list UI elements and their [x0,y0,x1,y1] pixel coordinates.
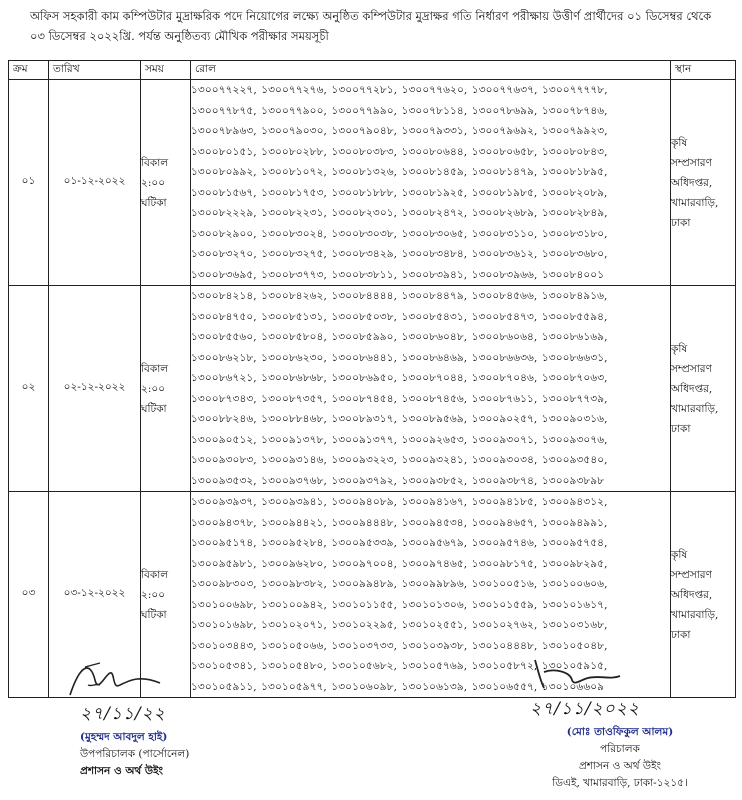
col-header-date: তারিখ [49,61,141,80]
official-stamp [60,729,260,780]
handwritten-signature [510,650,630,700]
venue-line: খামারবাড়ি, [671,402,719,415]
venue-line: অধিদপ্তর, [671,176,713,189]
serial-cell: ০২ [9,286,49,492]
handwritten-signature [60,655,180,705]
officer-name: (মোঃ তাওফিকুল আলম) [566,726,674,738]
venue-cell [671,80,736,286]
roll-cell [191,286,671,492]
officer-office: প্রশাসন ও অর্থ উইং [80,765,164,777]
venue-line: অধিদপ্তর, [671,588,713,601]
venue-line: কৃষি [671,136,688,149]
signature-date: ২৭/১১/২০২২ [530,699,640,719]
time-line: ঘটিকা [141,402,167,415]
signature-block-right [510,650,730,792]
venue-cell [671,286,736,492]
table-header-row [9,61,736,80]
venue-line: ঢাকা [671,216,691,229]
venue-line: কৃষি [671,548,688,561]
serial-cell: ০১ [9,80,49,286]
table-row [9,80,736,286]
roll-list: ১৩০০৭৭২২৭, ১৩০০৭৭২৭৬, ১৩০০৭৭২৮১, ১৩০০৭৭৬২০, ১৩০০৭৭৬৩৭, ১৩০০৭৭৭৭৮, ১৩০০৭৭৮৭৫, ১৩০০৭৭৯০০, ১৩০০৭৭৯৯০, ১৩০০৭৮১১৪, ১৩০০৭৮৬৯৯, ১৩০০৭৮৭৪৬, ১৩০০৭৮৯৬৩, ১৩০০৭৯০৩০, ১৩০০৭৯০৪৮, ১৩০০৭৯৩৩১, ১৩০০৭৯৬৯২, ১৩০০৭৯৯২৩, ১৩০০৮০১৫১, ১৩০০৮০২৮৮, ১৩০০৮০৩৮৩, ১৩০০৮০৬৪৪, ১৩০০৮০৬৫৮, ১৩০০৮০৮৪৩, ১৩০০৮০৯৯২, ১৩০০৮১০৭২, ১৩০০৮১৩২৬, ১৩০০৮১৪৫৯, ১৩০০৮১৪৭৯, ১৩০০৮১৮৯৫, ১৩০০৮১৫৬৭, ১৩০০৮১৭৫৩, ১৩০০৮১৮৮৮, ১৩০০৮১৯২৫, ১৩০০৮১৯৮৫, ১৩০০৮২০৮৯, ১৩০০৮২২২৯, ১৩০০৮২২৩১, ১৩০০৮২৩০১, ১৩০০৮২৪৭২, ১৩০০৮২৬৮৯, ১৩০০৮২৮৪৯, ১৩০০৮২৯০০, ১৩০০৮৩০২৪, ১৩০০৮৩০৩৮, ১৩০০৮৩০৬৫, ১৩০০৮৩১১০, ১৩০০৮৩১৮০, ১৩০০৮৩২৭০, ১৩০০৮৩২৭৫, ১৩০০৮৩৪২৯, ১৩০০৮৩৪৮৪, ১৩০০৮৩৬১২, ১৩০০৮৩৬৮০, ১৩০০৮৩৬৯৫, ১৩০০৮৩৭৭৩, ১৩০০৮৩৮১১, ১৩০০৮৩৯৪১, ১৩০০৮৩৯৬৬, ১৩০০৮৪০০১ [191,84,608,281]
venue-line: খামারবাড়ি, [671,608,719,621]
officer-name: (মুহম্মদ আবদুল হাই) [80,731,168,743]
col-header-roll: রোল [191,61,671,80]
time-line: ২:০০ [141,176,166,189]
date-cell: ০৩-১২-২০২২ [49,492,141,698]
col-header-time: সময় [141,61,191,80]
time-line: বিকাল [141,362,169,375]
time-line: বিকাল [141,156,169,169]
venue-line: সম্প্রসারণ [671,156,712,169]
venue-line: ঢাকা [671,628,691,641]
venue-line: সম্প্রসারণ [671,362,712,375]
venue-line: খামারবাড়ি, [671,196,719,209]
time-line: ২:০০ [141,588,166,601]
time-line: ২:০০ [141,382,166,395]
roll-list: ১৩০০৯৩৯৩৭, ১৩০০৯৩৯৪১, ১৩০০৯৪০৮৯, ১৩০০৯৪১৬৭, ১৩০০৯৪১৮৫, ১৩০০৯৪৩১২, ১৩০০৯৪৩৭৮, ১৩০০৯৪৪২১, ১৩০০৯৪৪৪৮, ১৩০০৯৪৫৩৪, ১৩০০৯৪৬৫৭, ১৩০০৯৪৯৯১, ১৩০০৯৫১৭৪, ১৩০০৯৫২৮৪, ১৩০০৯৫৩৩৯, ১৩০০৯৫৬৭৯, ১৩০০৯৫৭৪৬, ১৩০০৯৫৭৫৪, ১৩০০৯৫৯৮১, ১৩০০৯৬২৮০, ১৩০০৯৭০০৪, ১৩০০৯৭৪৬৫, ১৩০০৯৮১৭৫, ১৩০০৯৮২৯৫, ১৩০০৯৮৩০৩, ১৩০০৯৮৩৮২, ১৩০০৯৯৪৮৯, ১৩০০৯৯৮৯৬, ১৩০১০০৫১৬, ১৩০১০০৬০৬, ১৩০১০০৬৯৮, ১৩০১০০৯৪২, ১৩০১০১১৫৫, ১৩০১০১৩০৬, ১৩০১০১৫৫৯, ১৩০১০১৬১৭, ১৩০১০১৬৯৮, ১৩০১০২০৭১, ১৩০১০২২৯৫, ১৩০১০২৫৫১, ১৩০১০২৭৬২, ১৩০১০৩১৬৮, ১৩০১০৩৪৪৩, ১৩০১০৫০৬৬, ১৩০১০৩৭৩৩, ১৩০১০৩৯৩৮, ১৩০১০৪৪৪৮, ১৩০১০৫০৪৮, ১৩০১০৫৩৪১, ১৩০১০৫৪৮০, ১৩০১০৫৬৮২, ১৩০১০৫৭৬৯, ১৩০১০৫৮৭২, ১৩০১০৫৯১৫, ১৩০১০৫৯১১, ১৩০১০৫৯৭৭, ১৩০১০৬০৯৮, ১৩০১০৬১৩৯, ১৩০১০৬৫৫৭, ১৩০১০৬৬০৯ [191,496,608,693]
roll-cell [191,80,671,286]
time-line: ঘটিকা [141,608,167,621]
venue-line: কৃষি [671,342,688,355]
time-line: বিকাল [141,568,169,581]
col-header-venue: স্থান [671,61,736,80]
time-line: ঘটিকা [141,196,167,209]
signature-date: ২৭/১১/২২ [80,704,166,724]
venue-line: ঢাকা [671,422,691,435]
venue-line: অধিদপ্তর, [671,382,713,395]
officer-designation: পরিচালক [600,743,640,755]
time-cell [141,286,191,492]
officer-office: প্রশাসন ও অর্থ উইং [578,760,662,772]
date-cell: ০২-১২-২০২২ [49,286,141,492]
signature-block-left [60,655,260,780]
table-row [9,286,736,492]
officer-designation: উপপরিচালক (পার্সোনেল) [80,748,190,760]
venue-line: সম্প্রসারণ [671,568,712,581]
official-stamp [510,724,730,792]
notice-heading: অফিস সহকারী কাম কম্পিউটার মুদ্রাক্ষরিক পদে নিয়োগের লক্ষ্যে অনুষ্ঠিত কম্পিউটার মুদ্রাক্ষর গতি নির্ধারণ পরীক্ষায় উত্তীর্ণ প্রার্থীদের ০১ ডিসেম্বর থেকে ০৩ ডিসেম্বর ২০২২খ্রি. পর্যন্ত অনুষ্ঠিতব্য মৌখিক পরীক্ষার সময়সূচী [30,9,712,43]
serial-cell: ০৩ [9,492,49,698]
col-header-serial: ক্রম [9,61,49,80]
time-cell [141,80,191,286]
date-cell: ০১-১২-২০২২ [49,80,141,286]
roll-list: ১৩০০৮৪২১৪, ১৩০০৮৪২৬২, ১৩০০৮৪৪৪৪, ১৩০০৮৪৪৭৯, ১৩০০৮৪৫৬৬, ১৩০০৮৪৯১৬, ১৩০০৮৪৭৫০, ১৩০০৮৫১৩১, ১৩০০৮৫০৩৮, ১৩০০৮৫৪৩১, ১৩০০৮৫৪৭৩, ১৩০০৮৫৫৯৪, ১৩০০৮৫৫৬০, ১৩০০৮৫৮০৪, ১৩০০৮৫৯৯০, ১৩০০৮৬০৪৮, ১৩০০৮৬০৬৪, ১৩০০৮৬১৬৯, ১৩০০৮৬২১৮, ১৩০০৮৬২৩০, ১৩০০৮৬৪৪১, ১৩০০৮৬৪৬৯, ১৩০০৮৬৬৩৬, ১৩০০৮৬৬৩১, ১৩০০৮৬৭২১, ১৩০০৮৬৮৬৮, ১৩০০৮৬৯৫০, ১৩০০৮৭০৪৪, ১৩০০৮৭০৪৬, ১৩০০৮৭০৬৩, ১৩০০৮৭৩৪৩, ১৩০০৮৭৩৫৭, ১৩০০৮৭৪৫৪, ১৩০০৮৭৪৫৬, ১৩০০৮৭৬১১, ১৩০০৮৭৭৩৯, ১৩০০৮৮২৪৬, ১৩০০৮৮৪৬৮, ১৩০০৮৯৩১৭, ১৩০০৮৯৫৬৯, ১৩০০৯০২৫৭, ১৩০০৯০৩১৬, ১৩০০৯০৫১২, ১৩০০৯১৩৭৮, ১৩০০৯১৩৭৭, ১৩০০৯২৬৫৩, ১৩০০৯৩০৭১, ১৩০০৯৩০৭৬, ১৩০০৯৩০৮৩, ১৩০০৯৩১৪৬, ১৩০০৯৩২২৩, ১৩০০৯৩২৪১, ১৩০০৯৩০৩৪, ১৩০০৯৩৫৪০, ১৩০০৯৩৫৩২, ১৩০০৯৩৭৬৮, ১৩০০৯৩৭৯২, ১৩০০৯৩৮৫২, ১৩০০৯৩৮৭৪, ১৩০০৯৩৮৯৮ [191,290,608,487]
officer-address: ডিএই, খামারবাড়ি, ঢাকা-১২১৫। [552,777,688,789]
schedule-table [8,60,736,698]
